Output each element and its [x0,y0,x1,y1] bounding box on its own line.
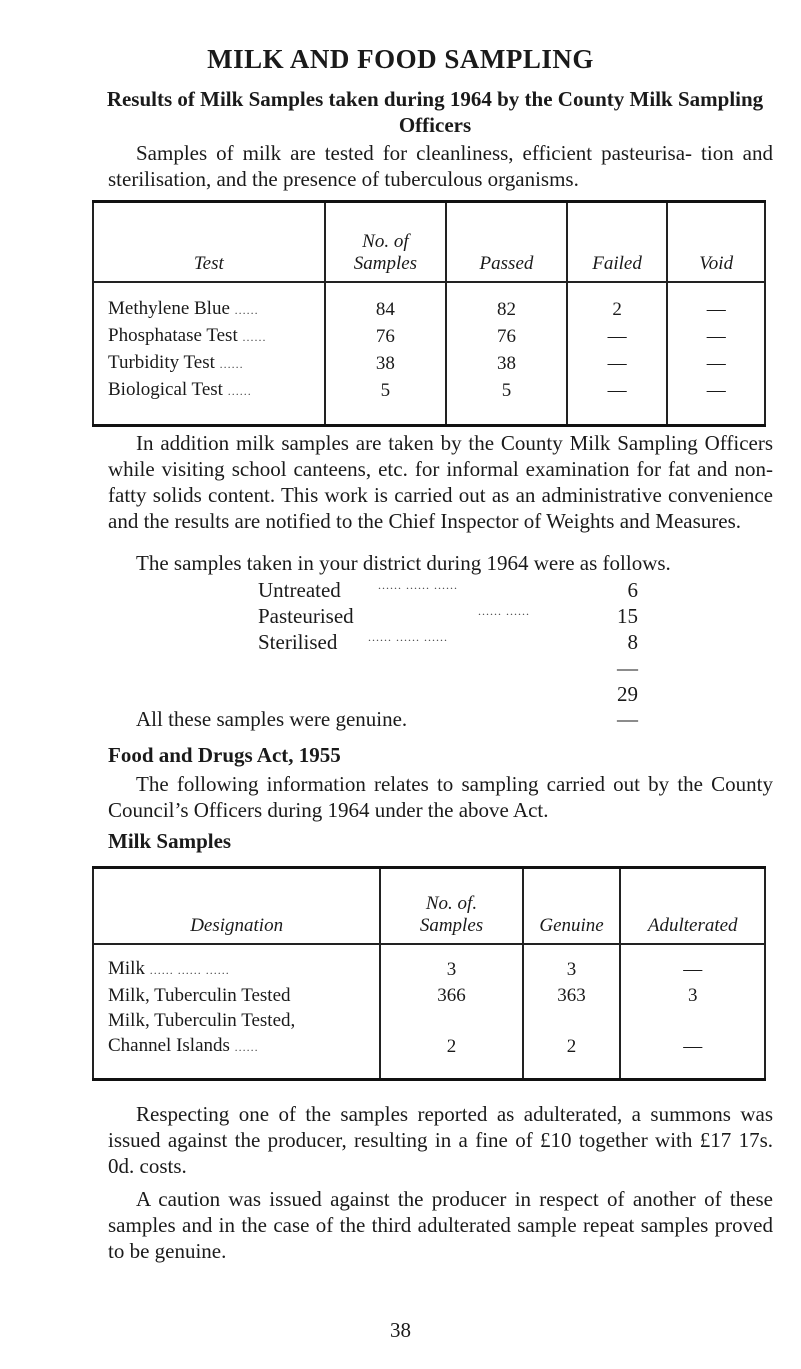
row-failed: — [567,323,668,350]
row-test-name: Biological Test [108,378,223,400]
genuine-note: All these samples were genuine. [136,707,408,731]
table-row [93,1008,765,1033]
table-header-row [93,868,765,944]
row-passed: 38 [446,350,567,377]
row-void: — [667,296,765,323]
list-total-value: 29 [617,682,638,706]
row-samples: 3 [380,956,522,983]
informal-sampling-paragraph: In addition milk samples are taken by the County Milk Sampling Officers while visiting school canteens, etc. for informal examination for fat and non-fatty solids content. This work is carried out as an administrative convenience and the results are notified to the Chief Inspector of Weights and Measures. [108,431,773,533]
list-item-label: Untreated [258,578,341,602]
row-passed: 5 [446,377,567,404]
list-item [258,630,638,656]
food-drugs-paragraph: The following information relates to sampling carried out by the County Council’s Officers during 1964 under the above Act. [108,772,773,822]
district-samples-intro: The samples taken in your district during 1964 were as follows. [136,551,671,575]
list-item-value: 15 [617,604,638,628]
leader-dots: ...... ...... ...... [368,630,448,644]
row-void: — [667,350,765,377]
header-samples [325,202,447,282]
row-test-name: Methylene Blue [108,297,230,319]
leader-dots: ...... [219,356,244,371]
row-test-name: Phosphatase Test [108,324,238,346]
row-adulterated [620,1008,765,1033]
list-rule-row [258,656,638,682]
table-row [93,296,765,323]
row-samples: 5 [325,377,447,404]
header-passed: Passed [446,202,567,282]
row-test-name: Turbidity Test [108,351,215,373]
list-item [258,604,638,630]
header-failed: Failed [567,202,668,282]
leader-dots: ...... [234,1039,259,1054]
milk-samples-heading: Milk Samples [108,829,232,853]
row-passed: 76 [446,323,567,350]
row-void: — [667,377,765,404]
list-item [258,578,638,604]
row-samples: 2 [380,1033,522,1060]
leader-dots: ...... [234,302,259,317]
row-designation: Milk, Tuberculin Tested [108,984,291,1006]
header-genuine: Genuine [523,868,621,944]
header-test: Test [93,202,325,282]
list-item-label: Pasteurised [258,604,354,628]
list-item-value: 6 [627,578,638,602]
header-void: Void [667,202,765,282]
row-adulterated: — [620,1033,765,1060]
table-row [93,956,765,983]
leader-dots: ...... ...... ...... [149,962,230,977]
row-failed: — [567,350,668,377]
row-void: — [667,323,765,350]
intro-paragraph: Samples of milk are tested for cleanliness, efficient pasteurisa- tion and sterilisation, and the presence of tuberculous organisms. [108,141,773,191]
leader-dots: ...... [242,329,267,344]
row-genuine: 363 [523,983,621,1008]
row-samples: 76 [325,323,447,350]
header-adulterated: Adulterated [620,868,765,944]
row-samples: 84 [325,296,447,323]
food-drugs-act-heading: Food and Drugs Act, 1955 [108,743,341,767]
header-designation: Designation [93,868,380,944]
list-total-row [258,682,638,708]
row-samples [380,1008,522,1033]
table-row [93,350,765,377]
row-samples: 38 [325,350,447,377]
section-subtitle: Results of Milk Samples taken during 1964 by the County Milk Sampling Officers [106,87,764,137]
row-passed: 82 [446,296,567,323]
row-adulterated: — [620,956,765,983]
row-genuine: 2 [523,1033,621,1060]
district-samples-list [258,578,638,708]
table-row [93,1033,765,1060]
header-samples-line1: No. of. [425,892,478,914]
header-samples-line2: Samples [353,252,418,274]
row-failed: — [567,377,668,404]
page-number: 38 [390,1318,411,1342]
header-samples-line2: Samples [419,914,484,936]
leader-dots: ...... ...... ...... [378,578,458,592]
row-designation: Channel Islands [108,1034,230,1056]
leader-dots: ...... [227,383,252,398]
table-row [93,377,765,404]
adulterated-summons-paragraph: Respecting one of the samples reported as adulterated, a summons was issued against the producer, resulting in a fine of £10 together with £17 17s. 0d. costs. [108,1102,773,1178]
header-samples [380,868,522,944]
caution-paragraph: A caution was issued against the producer in respect of another of these samples and in the case of the third adulterated sample repeat samples proved to be genuine. [108,1187,773,1263]
page-title: MILK AND FOOD SAMPLING [207,44,594,74]
leader-dots: ...... ...... [478,604,530,618]
row-designation: Milk [108,957,145,979]
milk-tests-table [92,200,766,427]
row-designation: Milk, Tuberculin Tested, [108,1009,296,1031]
genuine-dash: — [617,707,638,731]
row-adulterated: 3 [620,983,765,1008]
row-genuine [523,1008,621,1033]
table-row [93,983,765,1008]
header-samples-line1: No. of [362,230,409,252]
milk-samples-table [92,866,766,1081]
table-row [93,323,765,350]
list-item-label: Sterilised [258,630,338,654]
list-item-value: 8 [627,630,638,654]
row-samples: 366 [380,983,522,1008]
row-failed: 2 [567,296,668,323]
total-rule: — [617,656,638,680]
table-header-row [93,202,765,282]
row-genuine: 3 [523,956,621,983]
